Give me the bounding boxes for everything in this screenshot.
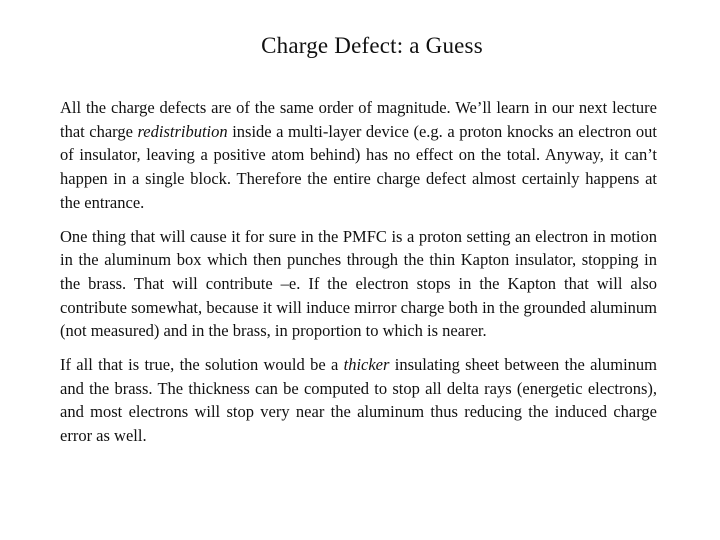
paragraph-1-text-after: inside a multi-layer device (e.g. a proton knocks an electron out of insulator, leaving a positive atom behind) has no effect on the total. Anyway, it can’t happen in a single block. Therefore the entire charge defect almost certainly happens at the entrance. [60, 121, 657, 212]
paragraph-redistribution [60, 96, 657, 215]
paragraph-solution [60, 353, 657, 448]
paragraph-3-text-before: If all that is true, the solution would be a [60, 355, 344, 375]
paragraph-pmfc-proton: One thing that will cause it for sure in the PMFC is a proton setting an electron in motion in the aluminum box which then punches through the thin Kapton insulator, stopping in the brass. That will contribute –e. If the electron stops in the Kapton that will also contribute somewhat, because it will induce mirror charge both in the grounded aluminum (not measured) and in the brass, in proportion to which is nearer. [60, 226, 657, 341]
emphasis-redistribution: redistribution [137, 121, 228, 141]
slide-body [60, 96, 657, 458]
slide-title: Charge Defect: a Guess [261, 33, 483, 58]
paragraph-1-text-before: All the charge defects are of the same order of magnitude. We’ll learn in our next lecture that charge [60, 98, 657, 141]
emphasis-thicker: thicker [343, 355, 390, 375]
paragraph-3-text-after: insulating sheet between the aluminum and the brass. The thickness can be computed to stop all delta rays (energetic electrons), and most electrons will stop very near the aluminum thus reducing the induced charge error as well. [60, 355, 658, 446]
